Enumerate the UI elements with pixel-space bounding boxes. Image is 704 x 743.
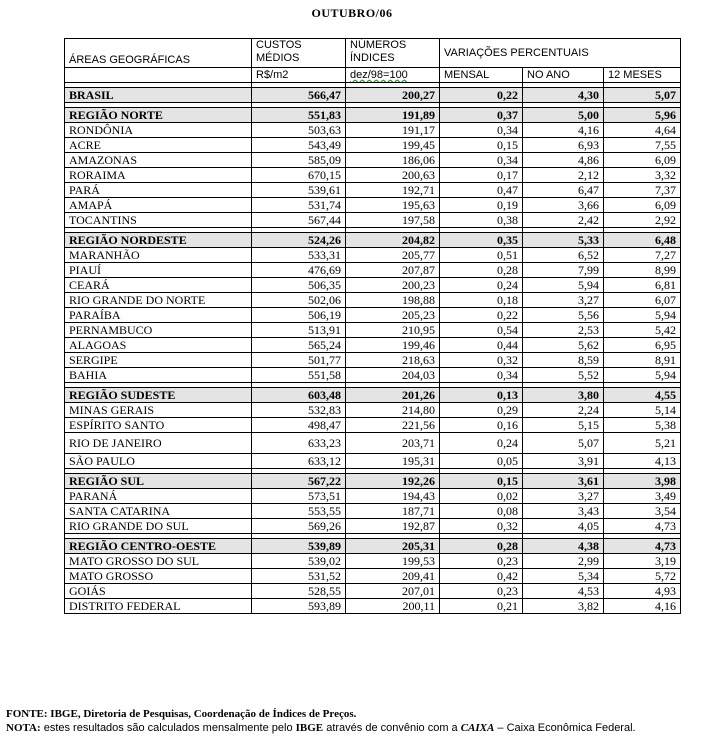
ano-cell: 5,00 bbox=[523, 108, 604, 123]
indice-cell: 218,63 bbox=[346, 353, 440, 368]
mensal-cell: 0,35 bbox=[440, 233, 523, 248]
area-name-cell: PARANÁ bbox=[65, 489, 252, 504]
area-name-cell: PIAUÍ bbox=[65, 263, 252, 278]
meses12-cell: 4,13 bbox=[604, 454, 681, 469]
ano-cell: 3,27 bbox=[523, 293, 604, 308]
state-row bbox=[65, 213, 681, 228]
state-row bbox=[65, 569, 681, 584]
state-row bbox=[65, 504, 681, 519]
indice-cell: 186,06 bbox=[346, 153, 440, 168]
state-row bbox=[65, 454, 681, 469]
region-row bbox=[65, 108, 681, 123]
indice-cell: 200,63 bbox=[346, 168, 440, 183]
area-name-cell: RONDÔNIA bbox=[65, 123, 252, 138]
indice-cell: 203,71 bbox=[346, 433, 440, 454]
subheader-empty bbox=[65, 68, 252, 83]
area-name-cell: PARÁ bbox=[65, 183, 252, 198]
ano-cell: 3,61 bbox=[523, 474, 604, 489]
area-name-cell: ALAGOAS bbox=[65, 338, 252, 353]
custo-cell: 573,51 bbox=[252, 489, 346, 504]
mensal-cell: 0,42 bbox=[440, 569, 523, 584]
indice-cell: 201,26 bbox=[346, 388, 440, 403]
header-variacoes: VARIAÇÕES PERCENTUAIS bbox=[440, 39, 681, 68]
meses12-cell: 5,07 bbox=[604, 88, 681, 103]
meses12-cell: 4,73 bbox=[604, 519, 681, 534]
custo-cell: 553,55 bbox=[252, 504, 346, 519]
mensal-cell: 0,18 bbox=[440, 293, 523, 308]
area-name-cell: PERNAMBUCO bbox=[65, 323, 252, 338]
indice-cell: 205,23 bbox=[346, 308, 440, 323]
ano-cell: 4,16 bbox=[523, 123, 604, 138]
ano-cell: 2,53 bbox=[523, 323, 604, 338]
state-row bbox=[65, 248, 681, 263]
indice-cell: 214,80 bbox=[346, 403, 440, 418]
state-row bbox=[65, 554, 681, 569]
custo-cell: 543,49 bbox=[252, 138, 346, 153]
area-name-cell: GOIÁS bbox=[65, 584, 252, 599]
custo-cell: 569,26 bbox=[252, 519, 346, 534]
mensal-cell: 0,16 bbox=[440, 418, 523, 433]
custo-cell: 567,22 bbox=[252, 474, 346, 489]
custo-cell: 501,77 bbox=[252, 353, 346, 368]
indice-cell: 195,63 bbox=[346, 198, 440, 213]
custo-cell: 506,19 bbox=[252, 308, 346, 323]
custo-cell: 506,35 bbox=[252, 278, 346, 293]
state-row bbox=[65, 138, 681, 153]
state-row bbox=[65, 584, 681, 599]
meses12-cell: 3,54 bbox=[604, 504, 681, 519]
ano-cell: 2,42 bbox=[523, 213, 604, 228]
header-numeros: NÚMEROS ÍNDICES bbox=[346, 39, 440, 68]
ano-cell: 3,27 bbox=[523, 489, 604, 504]
custo-cell: 528,55 bbox=[252, 584, 346, 599]
meses12-cell: 5,94 bbox=[604, 368, 681, 383]
meses12-cell: 6,07 bbox=[604, 293, 681, 308]
meses12-cell: 5,21 bbox=[604, 433, 681, 454]
ano-cell: 5,33 bbox=[523, 233, 604, 248]
state-row bbox=[65, 293, 681, 308]
ano-cell: 4,05 bbox=[523, 519, 604, 534]
area-name-cell: MINAS GERAIS bbox=[65, 403, 252, 418]
custo-cell: 670,15 bbox=[252, 168, 346, 183]
meses12-cell: 7,27 bbox=[604, 248, 681, 263]
mensal-cell: 0,34 bbox=[440, 123, 523, 138]
state-row bbox=[65, 323, 681, 338]
indice-cell: 207,01 bbox=[346, 584, 440, 599]
ano-cell: 4,30 bbox=[523, 88, 604, 103]
region-row bbox=[65, 539, 681, 554]
subheader-no-ano: NO ANO bbox=[523, 68, 604, 83]
meses12-cell: 4,93 bbox=[604, 584, 681, 599]
indice-cell: 198,88 bbox=[346, 293, 440, 308]
page-title: OUTUBRO/06 bbox=[311, 6, 393, 20]
ano-cell: 7,99 bbox=[523, 263, 604, 278]
mensal-cell: 0,51 bbox=[440, 248, 523, 263]
custo-cell: 633,23 bbox=[252, 433, 346, 454]
custo-cell: 531,52 bbox=[252, 569, 346, 584]
ano-cell: 5,15 bbox=[523, 418, 604, 433]
ano-cell: 5,34 bbox=[523, 569, 604, 584]
meses12-cell: 6,48 bbox=[604, 233, 681, 248]
mensal-cell: 0,23 bbox=[440, 554, 523, 569]
region-row bbox=[65, 388, 681, 403]
header-custos: CUSTOS MÉDIOS bbox=[252, 39, 346, 68]
mensal-cell: 0,34 bbox=[440, 153, 523, 168]
indice-cell: 207,87 bbox=[346, 263, 440, 278]
mensal-cell: 0,05 bbox=[440, 454, 523, 469]
state-row bbox=[65, 278, 681, 293]
custo-cell: 539,61 bbox=[252, 183, 346, 198]
state-row bbox=[65, 123, 681, 138]
ano-cell: 5,52 bbox=[523, 368, 604, 383]
indice-cell: 205,31 bbox=[346, 539, 440, 554]
custo-cell: 531,74 bbox=[252, 198, 346, 213]
area-name-cell: REGIÃO NORTE bbox=[65, 108, 252, 123]
ano-cell: 6,52 bbox=[523, 248, 604, 263]
footer-nota-text1: estes resultados são calculados mensalmente pelo bbox=[40, 722, 296, 734]
mensal-cell: 0,24 bbox=[440, 433, 523, 454]
mensal-cell: 0,15 bbox=[440, 138, 523, 153]
indice-cell: 200,23 bbox=[346, 278, 440, 293]
indice-cell: 192,26 bbox=[346, 474, 440, 489]
custo-cell: 498,47 bbox=[252, 418, 346, 433]
indice-cell: 199,46 bbox=[346, 338, 440, 353]
area-name-cell: DISTRITO FEDERAL bbox=[65, 599, 252, 614]
mensal-cell: 0,32 bbox=[440, 519, 523, 534]
custo-cell: 551,83 bbox=[252, 108, 346, 123]
meses12-cell: 3,98 bbox=[604, 474, 681, 489]
footer-nota-text2: através de convênio com a bbox=[323, 722, 461, 734]
meses12-cell: 6,09 bbox=[604, 153, 681, 168]
meses12-cell: 6,81 bbox=[604, 278, 681, 293]
area-name-cell: MATO GROSSO DO SUL bbox=[65, 554, 252, 569]
mensal-cell: 0,38 bbox=[440, 213, 523, 228]
area-name-cell: REGIÃO SUDESTE bbox=[65, 388, 252, 403]
meses12-cell: 6,09 bbox=[604, 198, 681, 213]
meses12-cell: 7,55 bbox=[604, 138, 681, 153]
state-row bbox=[65, 368, 681, 383]
ano-cell: 3,43 bbox=[523, 504, 604, 519]
state-row bbox=[65, 153, 681, 168]
area-name-cell: ACRE bbox=[65, 138, 252, 153]
state-row bbox=[65, 308, 681, 323]
area-name-cell: RORAIMA bbox=[65, 168, 252, 183]
indice-cell: 204,03 bbox=[346, 368, 440, 383]
area-name-cell: RIO GRANDE DO SUL bbox=[65, 519, 252, 534]
custo-cell: 502,06 bbox=[252, 293, 346, 308]
state-row bbox=[65, 403, 681, 418]
footer-nota-label: NOTA: bbox=[6, 722, 41, 734]
indice-cell: 199,45 bbox=[346, 138, 440, 153]
subheader-custos-unit: R$/m2 bbox=[252, 68, 346, 83]
ano-cell: 2,99 bbox=[523, 554, 604, 569]
mensal-cell: 0,15 bbox=[440, 474, 523, 489]
subheader-mensal: MENSAL bbox=[440, 68, 523, 83]
area-name-cell: BRASIL bbox=[65, 88, 252, 103]
ano-cell: 5,07 bbox=[523, 433, 604, 454]
meses12-cell: 5,72 bbox=[604, 569, 681, 584]
mensal-cell: 0,23 bbox=[440, 584, 523, 599]
indice-cell: 192,87 bbox=[346, 519, 440, 534]
indice-cell: 195,31 bbox=[346, 454, 440, 469]
area-name-cell: ESPÍRITO SANTO bbox=[65, 418, 252, 433]
custo-cell: 476,69 bbox=[252, 263, 346, 278]
indice-cell: 194,43 bbox=[346, 489, 440, 504]
subheader-numeros-base: dez/98=100 bbox=[346, 68, 440, 83]
custo-cell: 603,48 bbox=[252, 388, 346, 403]
custo-cell: 567,44 bbox=[252, 213, 346, 228]
custo-cell: 503,63 bbox=[252, 123, 346, 138]
footer-nota-text3: – Caixa Econômica Federal. bbox=[494, 722, 636, 734]
ano-cell: 3,91 bbox=[523, 454, 604, 469]
custo-cell: 566,47 bbox=[252, 88, 346, 103]
custo-cell: 539,02 bbox=[252, 554, 346, 569]
indice-cell: 192,71 bbox=[346, 183, 440, 198]
state-row bbox=[65, 338, 681, 353]
state-row bbox=[65, 183, 681, 198]
brasil-row bbox=[65, 88, 681, 103]
indice-cell: 187,71 bbox=[346, 504, 440, 519]
indice-cell: 210,95 bbox=[346, 323, 440, 338]
area-name-cell: RIO GRANDE DO NORTE bbox=[65, 293, 252, 308]
meses12-cell: 6,95 bbox=[604, 338, 681, 353]
meses12-cell: 4,73 bbox=[604, 539, 681, 554]
area-name-cell: SANTA CATARINA bbox=[65, 504, 252, 519]
region-row bbox=[65, 233, 681, 248]
footer-nota-caixa: CAIXA bbox=[460, 722, 495, 734]
custo-cell: 524,26 bbox=[252, 233, 346, 248]
header-row bbox=[65, 39, 681, 68]
footer-fonte: FONTE: IBGE, Diretoria de Pesquisas, Coordenação de Índices de Preços. bbox=[6, 708, 357, 720]
mensal-cell: 0,21 bbox=[440, 599, 523, 614]
meses12-cell: 5,94 bbox=[604, 308, 681, 323]
footer-nota-ibge: IBGE bbox=[295, 722, 324, 734]
mensal-cell: 0,17 bbox=[440, 168, 523, 183]
indice-cell: 221,56 bbox=[346, 418, 440, 433]
mensal-cell: 0,29 bbox=[440, 403, 523, 418]
state-row bbox=[65, 353, 681, 368]
custo-cell: 633,12 bbox=[252, 454, 346, 469]
mensal-cell: 0,47 bbox=[440, 183, 523, 198]
meses12-cell: 5,42 bbox=[604, 323, 681, 338]
ano-cell: 3,66 bbox=[523, 198, 604, 213]
area-name-cell: AMAZONAS bbox=[65, 153, 252, 168]
ano-cell: 5,94 bbox=[523, 278, 604, 293]
meses12-cell: 3,49 bbox=[604, 489, 681, 504]
mensal-cell: 0,19 bbox=[440, 198, 523, 213]
ano-cell: 3,82 bbox=[523, 599, 604, 614]
area-name-cell: REGIÃO CENTRO-OESTE bbox=[65, 539, 252, 554]
meses12-cell: 8,99 bbox=[604, 263, 681, 278]
header-areas: ÁREAS GEOGRÁFICAS bbox=[65, 39, 252, 68]
ano-cell: 4,53 bbox=[523, 584, 604, 599]
meses12-cell: 4,55 bbox=[604, 388, 681, 403]
mensal-cell: 0,08 bbox=[440, 504, 523, 519]
custo-cell: 585,09 bbox=[252, 153, 346, 168]
indice-cell: 199,53 bbox=[346, 554, 440, 569]
area-name-cell: MARANHÃO bbox=[65, 248, 252, 263]
ano-cell: 6,47 bbox=[523, 183, 604, 198]
mensal-cell: 0,34 bbox=[440, 368, 523, 383]
mensal-cell: 0,02 bbox=[440, 489, 523, 504]
state-row bbox=[65, 168, 681, 183]
state-row bbox=[65, 418, 681, 433]
ano-cell: 3,80 bbox=[523, 388, 604, 403]
indice-cell: 191,89 bbox=[346, 108, 440, 123]
meses12-cell: 7,37 bbox=[604, 183, 681, 198]
indice-cell: 191,17 bbox=[346, 123, 440, 138]
mensal-cell: 0,22 bbox=[440, 308, 523, 323]
state-row bbox=[65, 599, 681, 614]
indice-cell: 197,58 bbox=[346, 213, 440, 228]
meses12-cell: 3,19 bbox=[604, 554, 681, 569]
mensal-cell: 0,24 bbox=[440, 278, 523, 293]
state-row bbox=[65, 198, 681, 213]
mensal-cell: 0,28 bbox=[440, 539, 523, 554]
meses12-cell: 5,96 bbox=[604, 108, 681, 123]
custo-cell: 593,89 bbox=[252, 599, 346, 614]
indice-cell: 205,77 bbox=[346, 248, 440, 263]
cost-table bbox=[64, 38, 681, 614]
custo-cell: 513,91 bbox=[252, 323, 346, 338]
custo-cell: 533,31 bbox=[252, 248, 346, 263]
ano-cell: 5,62 bbox=[523, 338, 604, 353]
mensal-cell: 0,37 bbox=[440, 108, 523, 123]
subheader-row bbox=[65, 68, 681, 83]
area-name-cell: REGIÃO SUL bbox=[65, 474, 252, 489]
subheader-12-meses: 12 MESES bbox=[604, 68, 681, 83]
mensal-cell: 0,28 bbox=[440, 263, 523, 278]
ano-cell: 2,12 bbox=[523, 168, 604, 183]
area-name-cell: SÃO PAULO bbox=[65, 454, 252, 469]
footer-nota bbox=[6, 722, 636, 734]
ano-cell: 6,93 bbox=[523, 138, 604, 153]
indice-cell: 204,82 bbox=[346, 233, 440, 248]
meses12-cell: 3,32 bbox=[604, 168, 681, 183]
ano-cell: 4,86 bbox=[523, 153, 604, 168]
indice-cell: 200,11 bbox=[346, 599, 440, 614]
mensal-cell: 0,13 bbox=[440, 388, 523, 403]
mensal-cell: 0,44 bbox=[440, 338, 523, 353]
area-name-cell: BAHIA bbox=[65, 368, 252, 383]
area-name-cell: RIO DE JANEIRO bbox=[65, 433, 252, 454]
ano-cell: 2,24 bbox=[523, 403, 604, 418]
meses12-cell: 5,38 bbox=[604, 418, 681, 433]
custo-cell: 539,89 bbox=[252, 539, 346, 554]
ano-cell: 5,56 bbox=[523, 308, 604, 323]
state-row bbox=[65, 433, 681, 454]
area-name-cell: AMAPÁ bbox=[65, 198, 252, 213]
mensal-cell: 0,54 bbox=[440, 323, 523, 338]
ano-cell: 4,38 bbox=[523, 539, 604, 554]
indice-cell: 209,41 bbox=[346, 569, 440, 584]
region-row bbox=[65, 474, 681, 489]
area-name-cell: MATO GROSSO bbox=[65, 569, 252, 584]
meses12-cell: 4,16 bbox=[604, 599, 681, 614]
custo-cell: 565,24 bbox=[252, 338, 346, 353]
mensal-cell: 0,32 bbox=[440, 353, 523, 368]
indice-cell: 200,27 bbox=[346, 88, 440, 103]
meses12-cell: 5,14 bbox=[604, 403, 681, 418]
meses12-cell: 4,64 bbox=[604, 123, 681, 138]
state-row bbox=[65, 489, 681, 504]
ano-cell: 8,59 bbox=[523, 353, 604, 368]
custo-cell: 551,58 bbox=[252, 368, 346, 383]
meses12-cell: 2,92 bbox=[604, 213, 681, 228]
area-name-cell: SERGIPE bbox=[65, 353, 252, 368]
state-row bbox=[65, 519, 681, 534]
area-name-cell: CEARÁ bbox=[65, 278, 252, 293]
area-name-cell: TOCANTINS bbox=[65, 213, 252, 228]
state-row bbox=[65, 263, 681, 278]
meses12-cell: 8,91 bbox=[604, 353, 681, 368]
area-name-cell: REGIÃO NORDESTE bbox=[65, 233, 252, 248]
area-name-cell: PARAÍBA bbox=[65, 308, 252, 323]
mensal-cell: 0,22 bbox=[440, 88, 523, 103]
custo-cell: 532,83 bbox=[252, 403, 346, 418]
